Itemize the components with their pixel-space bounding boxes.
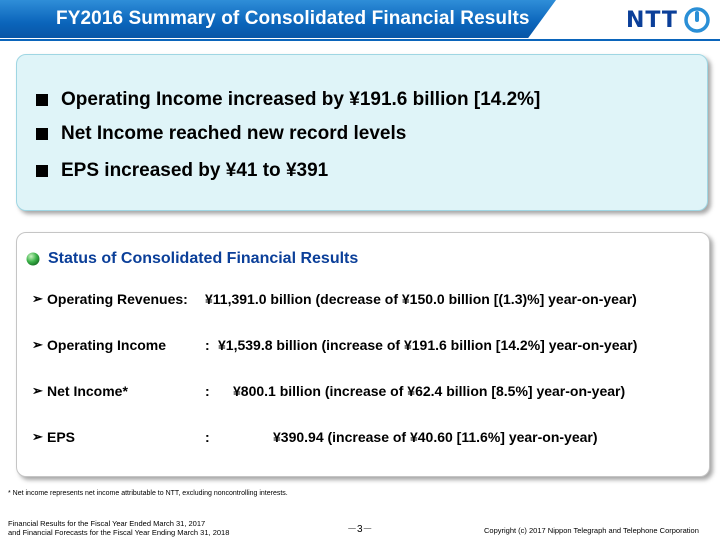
row-value: ¥800.1 billion (increase of ¥62.4 billion [8.5%] year-on-year) <box>233 383 626 399</box>
highlight-item <box>36 89 540 111</box>
square-bullet-icon <box>36 94 48 106</box>
square-bullet-icon <box>36 128 48 140</box>
ntt-logo-icon <box>684 7 710 33</box>
page-number: －3－ <box>347 524 373 535</box>
highlight-item <box>36 123 406 145</box>
arrow-bullet-icon: ➢ <box>32 383 43 398</box>
highlight-item <box>36 160 328 182</box>
row-colon: : <box>205 337 210 353</box>
arrow-bullet-icon: ➢ <box>32 429 43 444</box>
row-label: Net Income* <box>47 383 128 399</box>
footer-document-title <box>8 519 229 537</box>
row-colon: : <box>205 429 210 445</box>
ntt-logo <box>626 6 710 34</box>
copyright: Copyright (c) 2017 Nippon Telegraph and Telephone Corporation <box>484 526 699 535</box>
row-colon: : <box>205 383 210 399</box>
row-label: EPS <box>47 429 76 445</box>
row-value: ¥11,391.0 billion (decrease of ¥150.0 billion [(1.3)%] year-on-year) <box>205 291 637 307</box>
logo-text: NTT <box>626 7 678 33</box>
footer-line: and Financial Forecasts for the Fiscal Year Ending March 31, 2018 <box>8 528 230 537</box>
row-label: Operating Income <box>47 337 167 353</box>
row-label: Operating Revenues: <box>47 291 188 307</box>
status-heading-text: Status of Consolidated Financial Results <box>48 250 359 267</box>
slide-title: FY2016 Summary of Consolidated Financial Results <box>56 8 530 29</box>
footer-line: Financial Results for the Fiscal Year Ended March 31, 2017 <box>8 519 206 528</box>
highlight-text: Net Income reached new record levels <box>61 123 407 144</box>
arrow-bullet-icon: ➢ <box>32 291 43 306</box>
row-value: ¥390.94 (increase of ¥40.60 [11.6%] year-on-year) <box>273 429 598 445</box>
header-rule <box>0 39 720 41</box>
highlight-text: Operating Income increased by ¥191.6 billion [14.2%] <box>61 89 541 110</box>
status-heading <box>26 250 358 268</box>
footnote: * Net income represents net income attributable to NTT, excluding noncontrolling interests. <box>8 490 288 497</box>
arrow-bullet-icon: ➢ <box>32 337 43 352</box>
highlight-text: EPS increased by ¥41 to ¥391 <box>61 160 329 181</box>
row-value: ¥1,539.8 billion (increase of ¥191.6 billion [14.2%] year-on-year) <box>218 337 638 353</box>
green-ball-bullet-icon <box>26 252 40 266</box>
square-bullet-icon <box>36 165 48 177</box>
